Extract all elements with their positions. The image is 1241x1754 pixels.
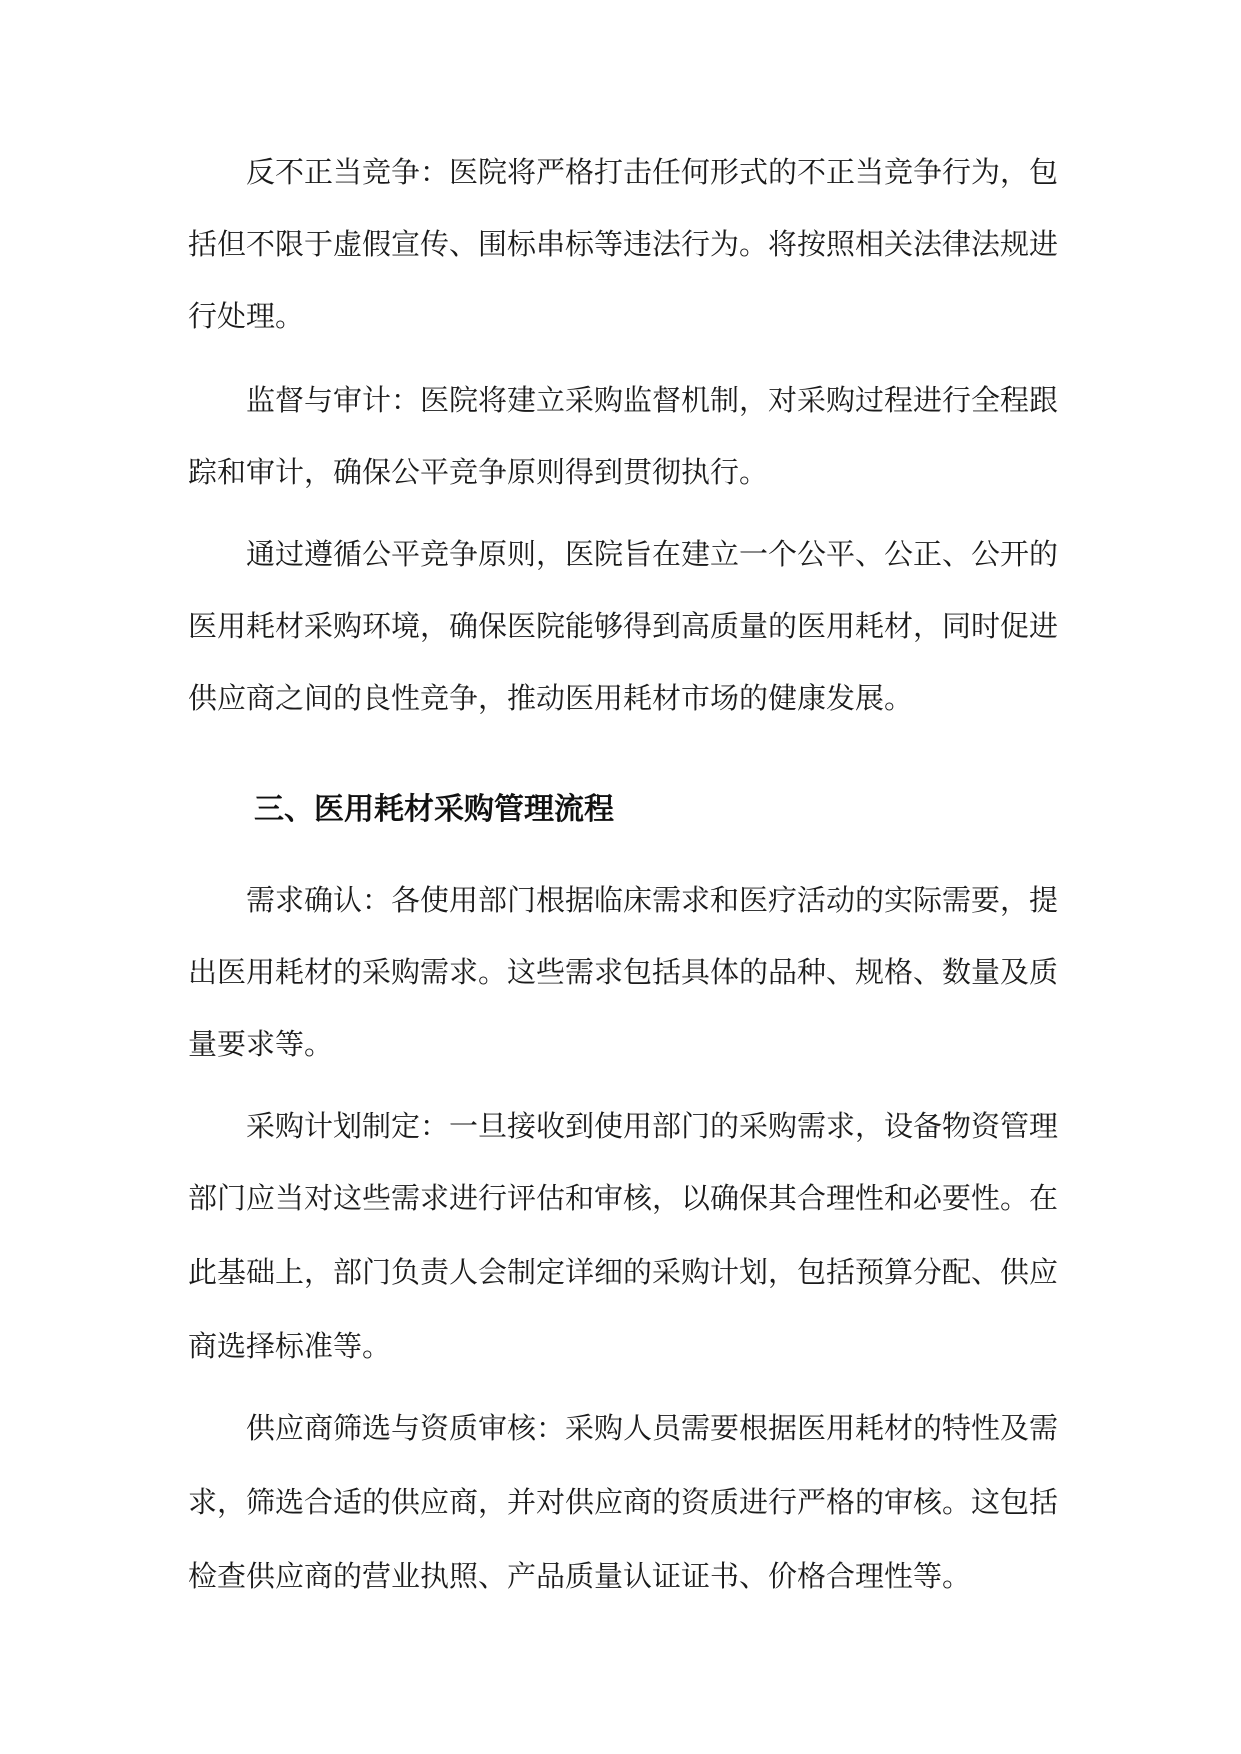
paragraph-line: 求，筛选合适的供应商，并对供应商的资质进行严格的审核。这包括 <box>188 1485 1059 1519</box>
paragraph-line: 出医用耗材的采购需求。这些需求包括具体的品种、规格、数量及质 <box>188 955 1059 989</box>
paragraph-line: 行处理。 <box>188 299 305 333</box>
paragraph-line: 监督与审计：医院将建立采购监督机制，对采购过程进行全程跟 <box>246 383 1059 417</box>
paragraph-line: 医用耗材采购环境，确保医院能够得到高质量的医用耗材，同时促进 <box>188 609 1059 643</box>
paragraph-line: 供应商筛选与资质审核：采购人员需要根据医用耗材的特性及需 <box>246 1411 1059 1445</box>
paragraph-line: 括但不限于虚假宣传、围标串标等违法行为。将按照相关法律法规进 <box>188 227 1059 261</box>
paragraph-line: 此基础上，部门负责人会制定详细的采购计划，包括预算分配、供应 <box>188 1255 1059 1289</box>
paragraph-line: 需求确认：各使用部门根据临床需求和医疗活动的实际需要，提 <box>246 883 1059 917</box>
paragraph-line: 检查供应商的营业执照、产品质量认证证书、价格合理性等。 <box>188 1559 972 1593</box>
paragraph-line: 部门应当对这些需求进行评估和审核，以确保其合理性和必要性。在 <box>188 1181 1059 1215</box>
paragraph-line: 反不正当竞争：医院将严格打击任何形式的不正当竞争行为，包 <box>246 155 1059 189</box>
paragraph-line: 量要求等。 <box>188 1027 334 1061</box>
paragraph-line: 踪和审计，确保公平竞争原则得到贯彻执行。 <box>188 455 769 489</box>
paragraph-line: 供应商之间的良性竞争，推动医用耗材市场的健康发展。 <box>188 681 914 715</box>
section-heading: 三、医用耗材采购管理流程 <box>254 792 614 827</box>
paragraph-line: 通过遵循公平竞争原则，医院旨在建立一个公平、公正、公开的 <box>246 537 1059 571</box>
paragraph-line: 商选择标准等。 <box>188 1329 392 1363</box>
paragraph-line: 采购计划制定：一旦接收到使用部门的采购需求，设备物资管理 <box>246 1109 1059 1143</box>
